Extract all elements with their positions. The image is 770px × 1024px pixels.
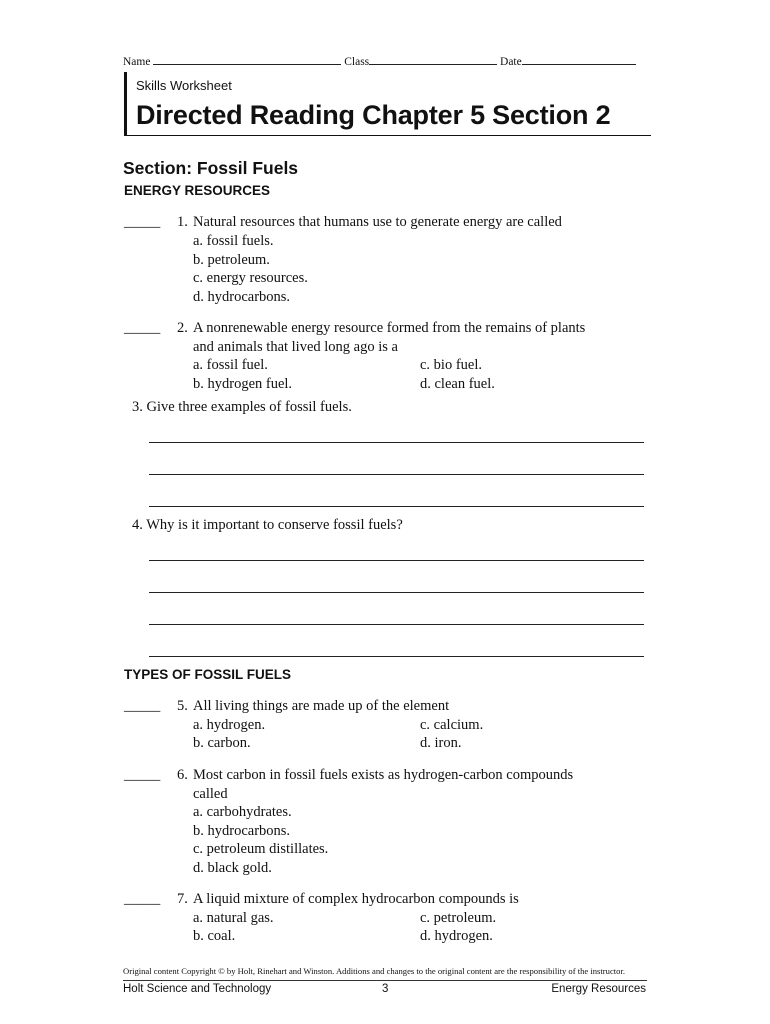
- option-d: d. black gold.: [193, 859, 272, 876]
- answer-blank-1[interactable]: _____: [124, 214, 161, 230]
- option-b: b. carbon.: [193, 735, 251, 751]
- answer-line[interactable]: [149, 656, 644, 657]
- subhead-energy-resources: ENERGY RESOURCES: [124, 183, 271, 198]
- question-text-cont: and animals that lived long ago is a: [193, 338, 398, 355]
- option-a: a. natural gas.: [193, 909, 274, 926]
- answer-line[interactable]: [149, 592, 644, 593]
- title-block: [124, 72, 651, 136]
- option-b: b. petroleum.: [193, 251, 270, 268]
- copyright-notice: Original content Copyright © by Holt, Rinehart and Winston. Additions and changes to the original content are the responsibility of the instructor.: [123, 966, 625, 976]
- name-label: Name: [123, 56, 151, 68]
- section-title: Section: Fossil Fuels: [123, 158, 299, 178]
- footer-publisher: Holt Science and Technology: [123, 983, 272, 995]
- question-text: Natural resources that humans use to generate energy are called: [193, 214, 562, 230]
- question-text-cont: called: [193, 785, 228, 802]
- option-c: c. petroleum distillates.: [193, 841, 329, 857]
- question-number: 1.: [177, 214, 188, 230]
- option-d: d. iron.: [420, 735, 462, 751]
- option-c: c. energy resources.: [193, 270, 308, 286]
- question-number: 7.: [177, 891, 188, 907]
- worksheet-type: Skills Worksheet: [136, 78, 232, 93]
- footer-divider: [123, 980, 647, 981]
- question-text: Most carbon in fossil fuels exists as hydrogen-carbon compounds: [193, 767, 574, 783]
- answer-line[interactable]: [149, 506, 644, 507]
- name-class-date-header: [123, 54, 643, 68]
- answer-line[interactable]: [149, 442, 644, 443]
- answer-blank-6[interactable]: _____: [124, 767, 161, 783]
- option-d: d. hydrogen.: [420, 928, 493, 944]
- question-number: 2.: [177, 320, 188, 336]
- option-d: d. hydrocarbons.: [193, 288, 291, 305]
- page-title: Directed Reading Chapter 5 Section 2: [136, 100, 611, 130]
- option-c: c. petroleum.: [420, 909, 497, 926]
- footer-chapter: Energy Resources: [551, 983, 646, 995]
- option-c: c. calcium.: [420, 716, 484, 733]
- option-d: d. clean fuel.: [420, 375, 495, 392]
- question-number: 6.: [177, 767, 188, 783]
- option-a: a. fossil fuels.: [193, 233, 274, 249]
- date-label: Date: [500, 56, 522, 68]
- date-field[interactable]: [522, 54, 636, 65]
- answer-line[interactable]: [149, 474, 644, 475]
- option-b: b. coal.: [193, 928, 236, 944]
- question-number: 5.: [177, 698, 188, 714]
- question-text: A nonrenewable energy resource formed from the remains of plants: [193, 320, 586, 336]
- option-c: c. bio fuel.: [420, 357, 483, 373]
- answer-blank-5[interactable]: _____: [124, 698, 161, 714]
- page-number: 3: [382, 983, 389, 995]
- subhead-types-of-fossil-fuels: TYPES OF FOSSIL FUELS: [124, 667, 292, 682]
- class-field[interactable]: [369, 54, 497, 65]
- question-4: 4. Why is it important to conserve fossil fuels?: [132, 517, 403, 533]
- answer-line[interactable]: [149, 560, 644, 561]
- option-b: b. hydrogen fuel.: [193, 375, 293, 392]
- answer-line[interactable]: [149, 624, 644, 625]
- class-label: Class: [344, 56, 370, 68]
- question-text: A liquid mixture of complex hydrocarbon compounds is: [193, 891, 519, 907]
- name-field[interactable]: [153, 54, 341, 65]
- answer-blank-2[interactable]: _____: [124, 320, 161, 336]
- option-a: a. fossil fuel.: [193, 357, 268, 373]
- question-3: 3. Give three examples of fossil fuels.: [132, 399, 352, 415]
- option-a: a. hydrogen.: [193, 716, 266, 733]
- answer-blank-7[interactable]: _____: [124, 891, 161, 907]
- option-b: b. hydrocarbons.: [193, 822, 291, 839]
- option-a: a. carbohydrates.: [193, 804, 292, 820]
- question-text: All living things are made up of the element: [193, 698, 450, 714]
